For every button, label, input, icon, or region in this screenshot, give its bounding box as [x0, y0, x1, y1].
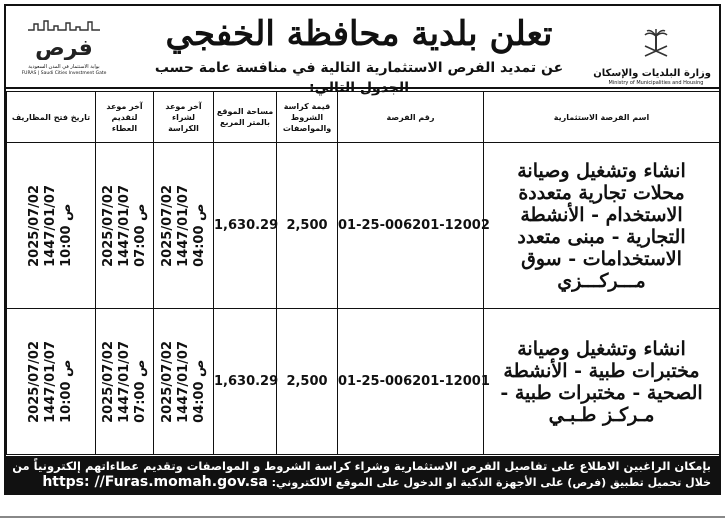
furas-tagline-en: FURAS | Saudi Cities Investment Gate [21, 71, 107, 76]
table-row [7, 309, 720, 455]
page-divider [0, 516, 725, 518]
furas-skyline-logo-icon [24, 18, 104, 60]
col-header-opening-date: تاريخ فتح المظاريف [7, 92, 96, 143]
furas-website-link[interactable]: https: //Furas.momah.gov.sa [42, 474, 268, 490]
col-header-number: رقم الفرصة [338, 92, 484, 143]
ministry-name-en: Ministry of Municipalities and Housing [608, 80, 704, 86]
opportunities-table [6, 91, 720, 455]
site-area: 1,630.29 [214, 309, 277, 455]
col-header-name: اسم الفرصة الاستثمارية [484, 92, 720, 143]
palm-swords-emblem-icon [639, 26, 673, 60]
table-header-row [7, 92, 720, 143]
col-header-booklet-value: قيمة كراسة الشروط والمواصفات [277, 92, 338, 143]
footer-line-1: بإمكان الراغبين الاطلاع على تفاصيل الفرص الاستثمارية وشراء كراسة الشروط و المواصفات وتقديم عطاءاتهم إلكترونياً من [12, 459, 711, 473]
advertisement-frame [4, 4, 721, 495]
opportunity-number: 01-25-006201-12002 [338, 143, 484, 309]
col-header-area: مساحة الموقع بالمتر المربع [214, 92, 277, 143]
ad-title: تعلن بلدية محافظة الخفجي [165, 14, 553, 54]
booklet-deadline: 2025/07/02 1447/01/07 04:00 ص [159, 340, 207, 423]
table-row [7, 143, 720, 309]
ad-footer [6, 456, 719, 493]
ad-subtitle: عن تمديد الفرص الاستثمارية التالية في منافسة عامة حسب الجدول التالي: [154, 60, 564, 96]
ministry-block [593, 26, 711, 86]
bid-deadline: 2025/07/02 1447/01/07 07:00 ص [100, 184, 148, 267]
ad-header [6, 6, 719, 96]
bid-deadline: 2025/07/02 1447/01/07 07:00 ص [100, 340, 148, 423]
booklet-deadline: 2025/07/02 1447/01/07 04:00 ص [159, 184, 207, 267]
opening-date: 2025/07/02 1447/01/07 10:00 ص [27, 184, 74, 267]
opportunity-name: انشاء وتشغيل وصيانة مختبرات طبية - الأنشطة الصحية - مختبرات طبية - مـركـز طـبـي [484, 309, 720, 455]
footer-line-2 [14, 474, 711, 491]
opening-date: 2025/07/02 1447/01/07 10:00 ص [27, 340, 74, 423]
col-header-bid-deadline: آخر موعد لتقديم العطاء [96, 92, 154, 143]
ministry-name-ar: وزارة البلديات والإسكان [593, 68, 711, 79]
title-block [129, 12, 589, 98]
opportunity-name: انشاء وتشغيل وصيانة محلات تجارية متعددة الاستخدام - الأنشطة التجارية - مبنى متعدد الاستخدامات - سوق مـــركـــزي [484, 143, 720, 309]
furas-block [14, 18, 114, 76]
furas-logo-text: فرص [35, 36, 93, 60]
site-area: 1,630.29 [214, 143, 277, 309]
booklet-value: 2,500 [277, 143, 338, 309]
furas-tagline-ar: بوابة الاستثمار في المدن السعودية [28, 64, 100, 70]
footer-line-2-text: خلال تحميل تطبيق (فرص) على الأجهزة الذكية او الدخول على الموقع الالكتروني: [271, 476, 711, 489]
booklet-value: 2,500 [277, 309, 338, 455]
col-header-booklet-deadline: آخر موعد لشراء الكراسة [154, 92, 214, 143]
opportunity-number: 01-25-006201-12001 [338, 309, 484, 455]
